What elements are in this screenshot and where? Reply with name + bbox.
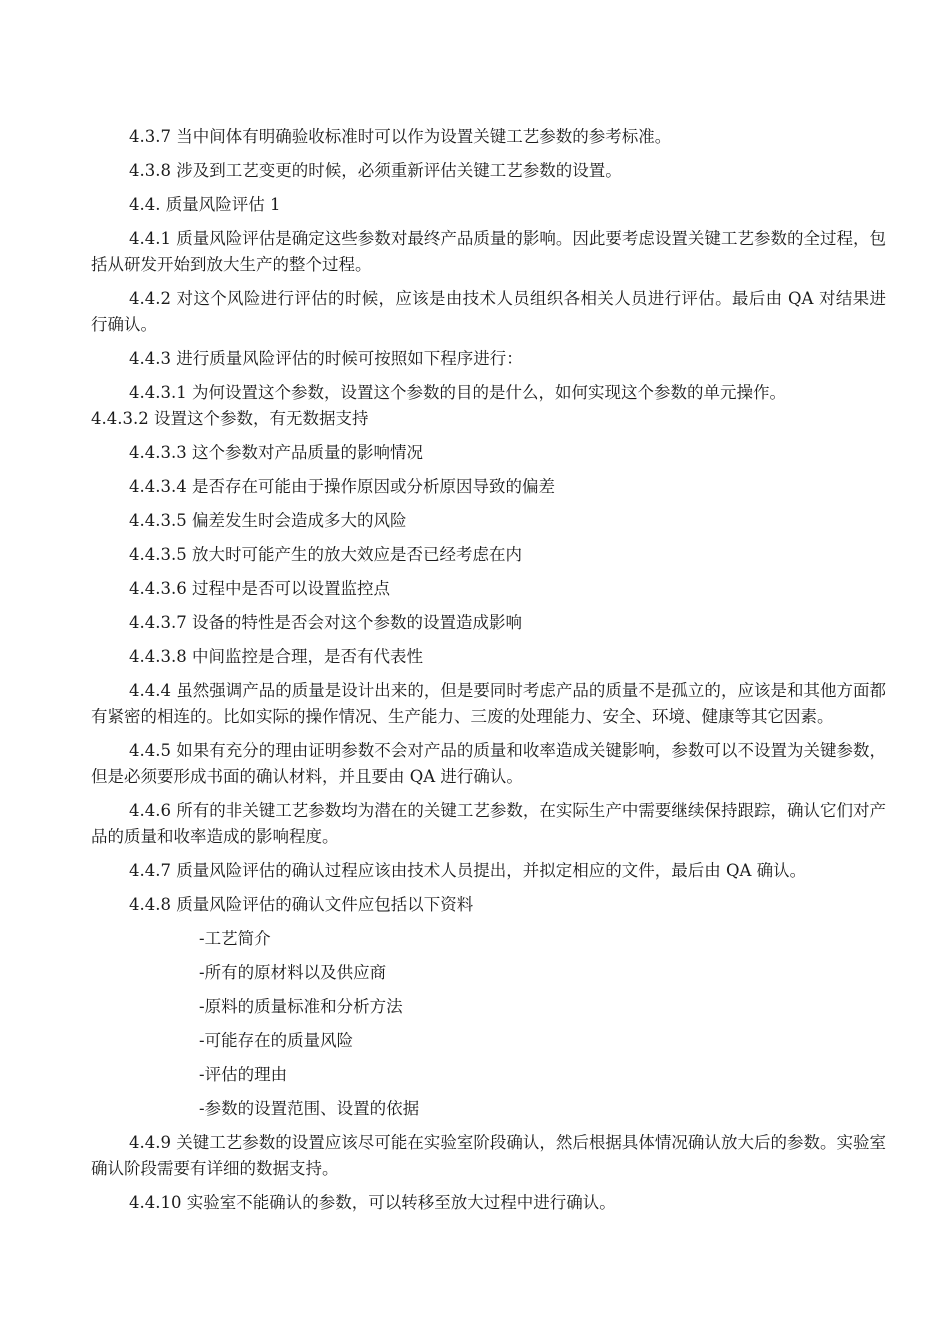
paragraph-4-4-9: 4.4.9 关键工艺参数的设置应该尽可能在实验室阶段确认，然后根据具体情况确认放大后的参数。实验室确认阶段需要有详细的数据支持。 xyxy=(91,1133,886,1178)
list-item: -评估的理由 xyxy=(199,1065,288,1084)
section-heading-4-4: 4.4. 质量风险评估 1 xyxy=(129,195,281,214)
list-item: -所有的原材料以及供应商 xyxy=(199,963,387,982)
paragraph-4-4-3-7: 4.4.3.7 设备的特性是否会对这个参数的设置造成影响 xyxy=(129,613,522,632)
paragraph-4-4-4: 4.4.4 虽然强调产品的质量是设计出来的，但是要同时考虑产品的质量不是孤立的，应该是和其他方面都有紧密的相连的。比如实际的操作情况、生产能力、三废的处理能力、安全、环境、健康等其它因素。 xyxy=(91,681,886,726)
paragraph-4-4-7: 4.4.7 质量风险评估的确认过程应该由技术人员提出，并拟定相应的文件，最后由 QA 确认。 xyxy=(129,861,807,880)
paragraph-4-4-3-8: 4.4.3.8 中间监控是合理，是否有代表性 xyxy=(129,647,423,666)
paragraph-4-4-3-1: 4.4.3.1 为何设置这个参数，设置这个参数的目的是什么，如何实现这个参数的单元操作。 xyxy=(129,383,786,402)
paragraph-4-4-3-6: 4.4.3.6 过程中是否可以设置监控点 xyxy=(129,579,390,598)
paragraph-4-4-10: 4.4.10 实验室不能确认的参数，可以转移至放大过程中进行确认。 xyxy=(129,1193,616,1212)
list-item: -原料的质量标准和分析方法 xyxy=(199,997,403,1016)
paragraph-4-4-1: 4.4.1 质量风险评估是确定这些参数对最终产品质量的影响。因此要考虑设置关键工艺参数的全过程，包括从研发开始到放大生产的整个过程。 xyxy=(91,229,886,274)
paragraph-4-4-8: 4.4.8 质量风险评估的确认文件应包括以下资料 xyxy=(129,895,474,914)
paragraph-4-3-8: 4.3.8 涉及到工艺变更的时候，必须重新评估关键工艺参数的设置。 xyxy=(129,161,622,180)
paragraph-4-4-3-5b: 4.4.3.5 放大时可能产生的放大效应是否已经考虑在内 xyxy=(129,545,522,564)
paragraph-4-4-5: 4.4.5 如果有充分的理由证明参数不会对产品的质量和收率造成关键影响，参数可以不设置为关键参数，但是必须要形成书面的确认材料，并且要由 QA 进行确认。 xyxy=(91,741,886,786)
paragraph-4-4-3-5a: 4.4.3.5 偏差发生时会造成多大的风险 xyxy=(129,511,407,530)
paragraph-4-4-3-3: 4.4.3.3 这个参数对产品质量的影响情况 xyxy=(129,443,423,462)
list-item: -工艺简介 xyxy=(199,929,271,948)
paragraph-4-3-7: 4.3.7 当中间体有明确验收标准时可以作为设置关键工艺参数的参考标准。 xyxy=(129,127,672,146)
list-item: -可能存在的质量风险 xyxy=(199,1031,354,1050)
paragraph-4-4-3-2: 4.4.3.2 设置这个参数，有无数据支持 xyxy=(91,409,369,428)
paragraph-4-4-2: 4.4.2 对这个风险进行评估的时候，应该是由技术人员组织各相关人员进行评估。最后由 QA 对结果进行确认。 xyxy=(91,289,886,334)
paragraph-4-4-3: 4.4.3 进行质量风险评估的时候可按照如下程序进行： xyxy=(129,349,523,368)
document-body xyxy=(91,124,886,1224)
list-item: -参数的设置范围、设置的依据 xyxy=(199,1099,420,1118)
paragraph-4-4-6: 4.4.6 所有的非关键工艺参数均为潜在的关键工艺参数，在实际生产中需要继续保持跟踪，确认它们对产品的质量和收率造成的影响程度。 xyxy=(91,801,886,846)
paragraph-4-4-3-4: 4.4.3.4 是否存在可能由于操作原因或分析原因导致的偏差 xyxy=(129,477,555,496)
